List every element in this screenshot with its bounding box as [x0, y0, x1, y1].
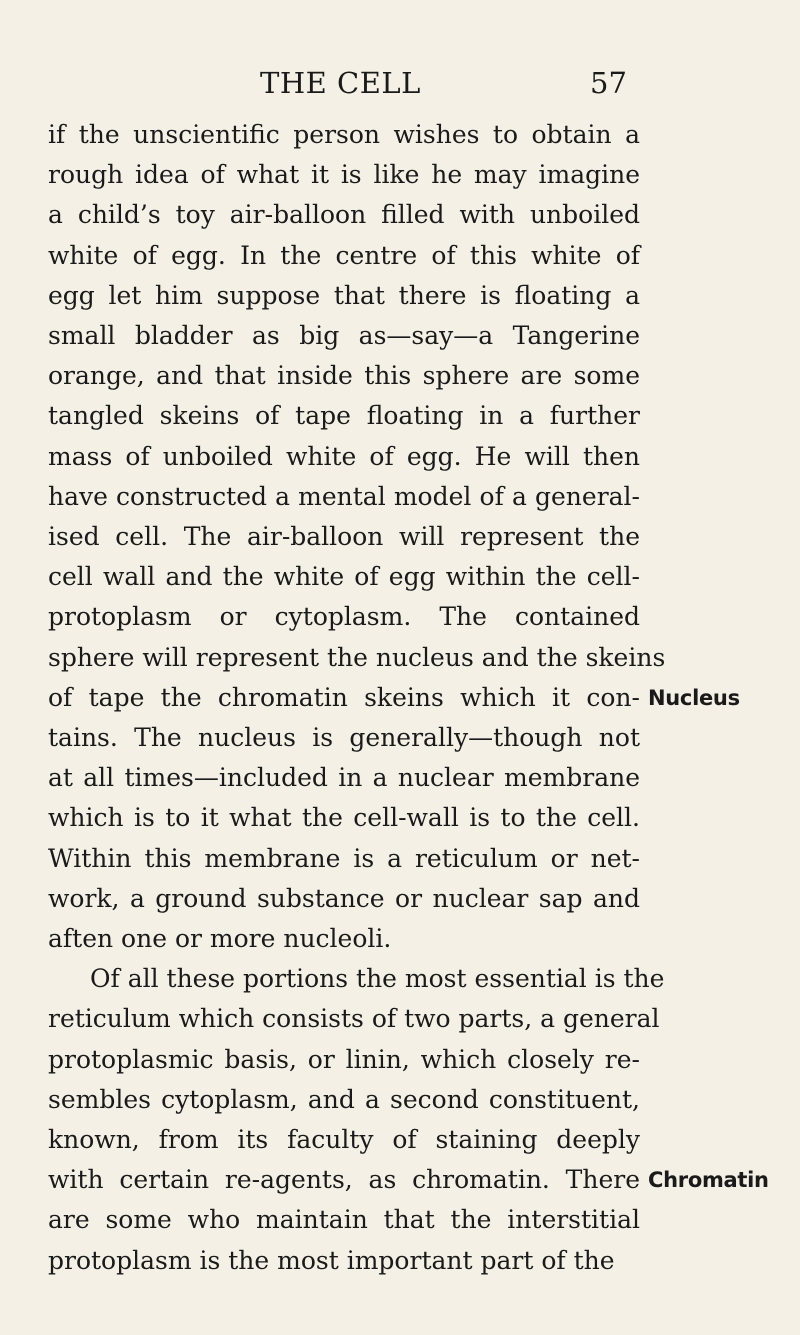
- text-line: rough idea of what it is like he may imagine: [48, 160, 640, 190]
- text-line: small bladder as big as—say—a Tangerine: [48, 321, 640, 350]
- text-line: are some who maintain that the interstitial: [48, 1205, 640, 1235]
- text-line: protoplasm is the most important part of the: [48, 1245, 615, 1275]
- text-line: reticulum which consists of two parts, a general: [48, 1004, 660, 1034]
- text-line: if the unscientific person wishes to obtain a: [48, 120, 640, 149]
- text-line: of tape the chromatin skeins which it con-: [48, 682, 640, 712]
- text-line: with certain re-agents, as chromatin. There: [48, 1165, 640, 1195]
- text-line: mass of unboiled white of egg. He will then: [48, 441, 640, 471]
- text-line: orange, and that inside this sphere are some: [48, 361, 640, 391]
- text-line: aften one or more nucleoli.: [48, 924, 392, 953]
- text-line: protoplasm or cytoplasm. The contained: [48, 602, 640, 632]
- margin-note-nucleus: Nucleus: [648, 685, 740, 710]
- text-line: egg let him suppose that there is floating a: [48, 280, 640, 310]
- running-head: [0, 66, 800, 100]
- text-line: work, a ground substance or nuclear sap and: [48, 883, 640, 913]
- text-line: ised cell. The air-balloon will represent the: [48, 522, 640, 551]
- text-line: Of all these portions the most essential is the: [90, 964, 665, 994]
- text-line: sphere will represent the nucleus and the skeins: [48, 642, 666, 672]
- text-line: tangled skeins of tape floating in a further: [48, 401, 640, 431]
- text-line: known, from its faculty of staining deeply: [48, 1125, 640, 1154]
- text-line: white of egg. In the centre of this white of: [48, 240, 640, 270]
- text-line: Within this membrane is a reticulum or net-: [48, 843, 640, 873]
- text-line: a child’s toy air-balloon filled with unboiled: [48, 200, 640, 230]
- text-line: cell wall and the white of egg within the cell-: [48, 562, 640, 592]
- text-line: sembles cytoplasm, and a second constituent,: [48, 1084, 640, 1114]
- margin-note-chromatin: Chromatin: [648, 1168, 769, 1193]
- text-line: have constructed a mental model of a general-: [48, 481, 640, 511]
- text-line: protoplasmic basis, or linin, which closely re-: [48, 1044, 640, 1074]
- running-head-title: THE CELL: [260, 66, 421, 100]
- text-line: which is to it what the cell-wall is to the cell.: [48, 803, 640, 833]
- text-line: tains. The nucleus is generally—though not: [48, 723, 640, 752]
- page-number: 57: [590, 66, 627, 100]
- text-line: at all times—included in a nuclear membrane: [48, 763, 640, 793]
